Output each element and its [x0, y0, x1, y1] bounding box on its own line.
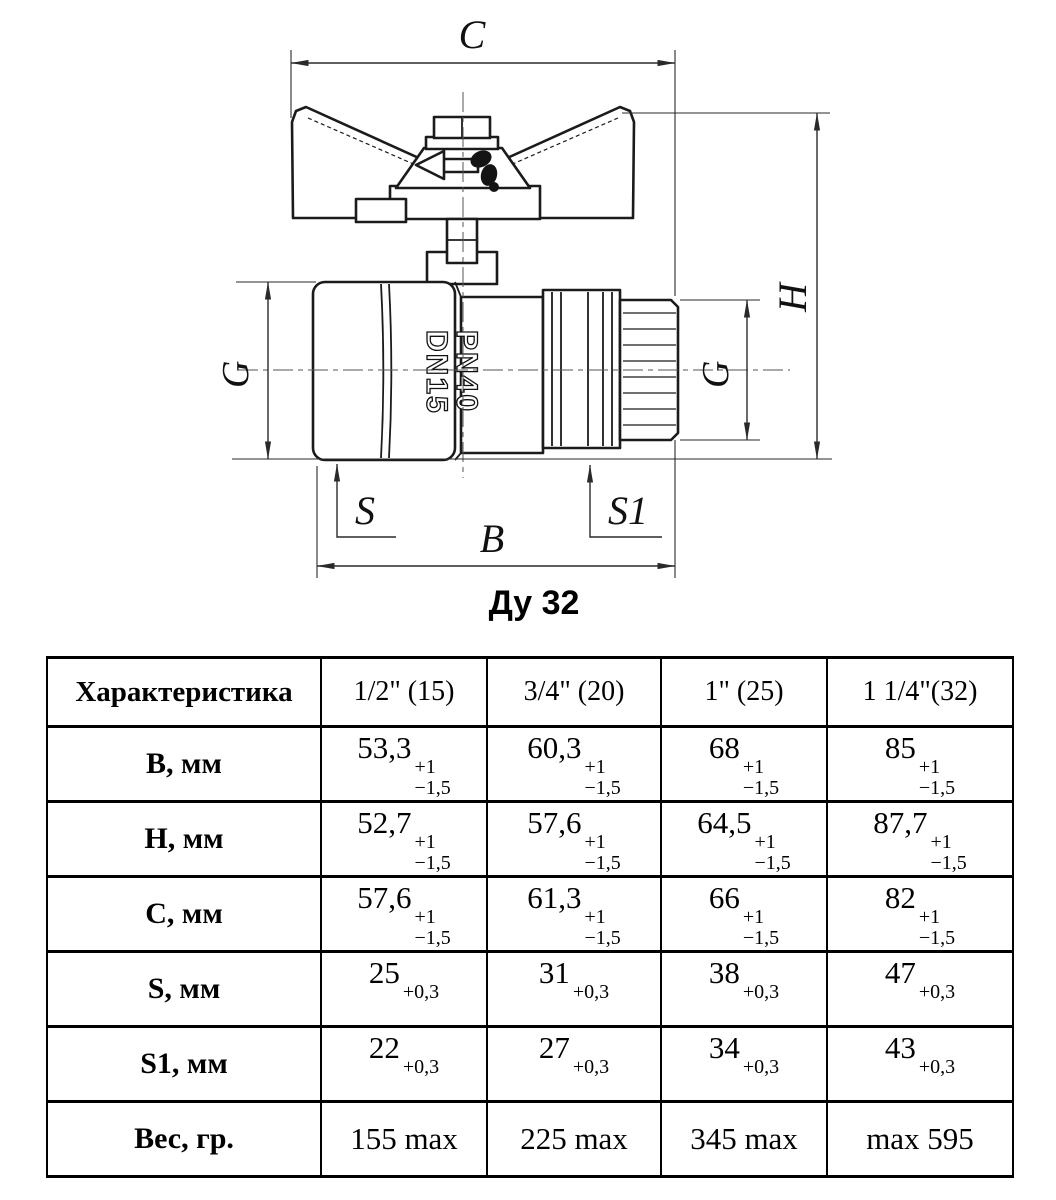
cell-value: 68	[708, 730, 740, 766]
tolerance-lower: −1,5	[584, 851, 621, 874]
tolerance-lower: −1,5	[414, 926, 451, 949]
tolerance-lower: −1,5	[742, 776, 780, 799]
table-cell	[827, 802, 1013, 877]
dim-label-h: H	[770, 283, 815, 312]
tolerance	[743, 757, 779, 798]
tolerance	[584, 757, 620, 798]
drawing-title: Ду 32	[488, 584, 580, 622]
tolerance-lower: −1,5	[754, 851, 791, 874]
cell-value: 87,7	[873, 805, 928, 841]
col-header-size-25: 1" (25)	[661, 658, 827, 727]
table-cell	[661, 727, 827, 802]
table-cell	[321, 727, 487, 802]
valve-body	[313, 282, 678, 460]
tolerance	[930, 832, 966, 873]
table-cell	[487, 877, 661, 952]
cell-value: 64,5	[697, 805, 752, 841]
dim-label-g-right: G	[695, 360, 737, 388]
table-cell	[321, 802, 487, 877]
cell-value: 60,3	[527, 730, 582, 766]
cell-value: 22	[368, 1030, 400, 1066]
body-marking-pn: PN40	[450, 330, 483, 414]
tolerance	[414, 907, 450, 948]
cell-value: 43	[884, 1030, 916, 1066]
tolerance-upper: +0,3	[572, 981, 610, 1004]
tolerance-upper: +1	[414, 831, 436, 854]
tolerance-upper: +0,3	[742, 1056, 780, 1079]
cell-value: 25	[368, 955, 400, 991]
tolerance-upper: +1	[918, 906, 941, 929]
cell-value: 47	[884, 955, 916, 991]
tolerance-upper: +1	[742, 906, 765, 929]
col-header-size-15: 1/2" (15)	[321, 658, 487, 727]
tolerance	[754, 832, 790, 873]
cell-value: 57,6	[527, 805, 582, 841]
row-label: Вес, гр.	[47, 1102, 321, 1177]
row-label: В, мм	[47, 727, 321, 802]
dim-label-g-left: G	[215, 360, 257, 388]
tolerance	[414, 832, 450, 873]
cell-value: 27	[538, 1030, 570, 1066]
table-cell	[321, 877, 487, 952]
dim-label-s1: S1	[608, 488, 648, 533]
spec-table	[46, 656, 1014, 1178]
table-cell	[321, 1027, 487, 1102]
cell-value: 85	[884, 730, 916, 766]
cell-value: 57,6	[357, 880, 412, 916]
tolerance-upper: +1	[754, 831, 776, 854]
tolerance	[919, 982, 955, 1023]
cell-value: 225 max	[520, 1121, 628, 1156]
tolerance-upper: +0,3	[572, 1056, 610, 1079]
table-cell	[661, 877, 827, 952]
dim-label-b: B	[479, 516, 505, 561]
table-cell	[487, 727, 661, 802]
tolerance-lower: −1,5	[918, 926, 956, 949]
tolerance	[919, 907, 955, 948]
table-cell	[487, 952, 661, 1027]
tolerance-lower: −1,5	[584, 776, 621, 799]
tolerance-lower: −1,5	[930, 851, 967, 874]
cell-value: 31	[538, 955, 570, 991]
table-cell	[827, 727, 1013, 802]
table-row-s	[47, 952, 1013, 1027]
body-marking-dn: DN15	[420, 330, 453, 415]
table-cell	[321, 952, 487, 1027]
table-cell	[321, 1102, 487, 1177]
tolerance	[573, 1057, 609, 1098]
tolerance-lower: −1,5	[414, 851, 451, 874]
body-marking	[420, 330, 483, 415]
row-label: С, мм	[47, 877, 321, 952]
row-label: S, мм	[47, 952, 321, 1027]
table-cell	[827, 952, 1013, 1027]
tolerance	[414, 757, 450, 798]
valve-technical-drawing	[0, 0, 1056, 584]
tolerance-upper: +0,3	[918, 981, 956, 1004]
cell-value: 52,7	[357, 805, 412, 841]
tolerance	[584, 907, 620, 948]
tolerance-upper: +1	[414, 906, 436, 929]
cell-value: max 595	[866, 1121, 974, 1156]
cell-value: 66	[708, 880, 740, 916]
tolerance-upper: +0,3	[918, 1056, 956, 1079]
tolerance-upper: +0,3	[402, 1056, 440, 1079]
tolerance-lower: −1,5	[414, 776, 451, 799]
table-row-weight	[47, 1102, 1013, 1177]
tolerance	[573, 982, 609, 1023]
tolerance	[743, 1057, 779, 1098]
tolerance-upper: +1	[742, 756, 765, 779]
cell-value: 61,3	[527, 880, 582, 916]
tolerance-lower: −1,5	[918, 776, 956, 799]
table-cell	[827, 877, 1013, 952]
cell-value: 82	[884, 880, 916, 916]
tolerance	[743, 907, 779, 948]
tolerance	[919, 757, 955, 798]
row-label: S1, мм	[47, 1027, 321, 1102]
tolerance-lower: −1,5	[584, 926, 621, 949]
tolerance-lower: −1,5	[742, 926, 780, 949]
tolerance	[403, 982, 439, 1023]
tolerance-upper: +1	[414, 756, 436, 779]
row-label: Н, мм	[47, 802, 321, 877]
cell-value: 53,3	[357, 730, 412, 766]
table-row-h	[47, 802, 1013, 877]
table-cell	[827, 1102, 1013, 1177]
header-row	[47, 658, 1013, 727]
table-row-s1	[47, 1027, 1013, 1102]
tolerance	[584, 832, 620, 873]
table-cell	[661, 802, 827, 877]
tolerance	[919, 1057, 955, 1098]
dim-label-s: S	[355, 488, 375, 533]
col-header-size-32: 1 1/4"(32)	[827, 658, 1013, 727]
table-cell	[661, 1027, 827, 1102]
tolerance-upper: +0,3	[402, 981, 440, 1004]
tolerance-upper: +1	[930, 831, 952, 854]
table-cell	[661, 952, 827, 1027]
table-row-c	[47, 877, 1013, 952]
tolerance-upper: +1	[584, 756, 606, 779]
cell-value: 155 max	[350, 1121, 458, 1156]
col-header-characteristic: Характеристика	[47, 658, 321, 727]
tolerance-upper: +1	[918, 756, 941, 779]
col-header-size-20: 3/4" (20)	[487, 658, 661, 727]
cell-value: 38	[708, 955, 740, 991]
cell-value: 34	[708, 1030, 740, 1066]
table-cell	[827, 1027, 1013, 1102]
table-cell	[487, 1027, 661, 1102]
table-cell	[487, 802, 661, 877]
tolerance	[743, 982, 779, 1023]
tolerance-upper: +1	[584, 906, 606, 929]
dim-label-c: C	[458, 12, 486, 57]
tolerance-upper: +0,3	[742, 981, 780, 1004]
tolerance-upper: +1	[584, 831, 606, 854]
table-row-b	[47, 727, 1013, 802]
table-cell	[487, 1102, 661, 1177]
dimension-annotations	[215, 12, 832, 578]
tolerance	[403, 1057, 439, 1098]
table-cell	[661, 1102, 827, 1177]
cell-value: 345 max	[690, 1121, 798, 1156]
